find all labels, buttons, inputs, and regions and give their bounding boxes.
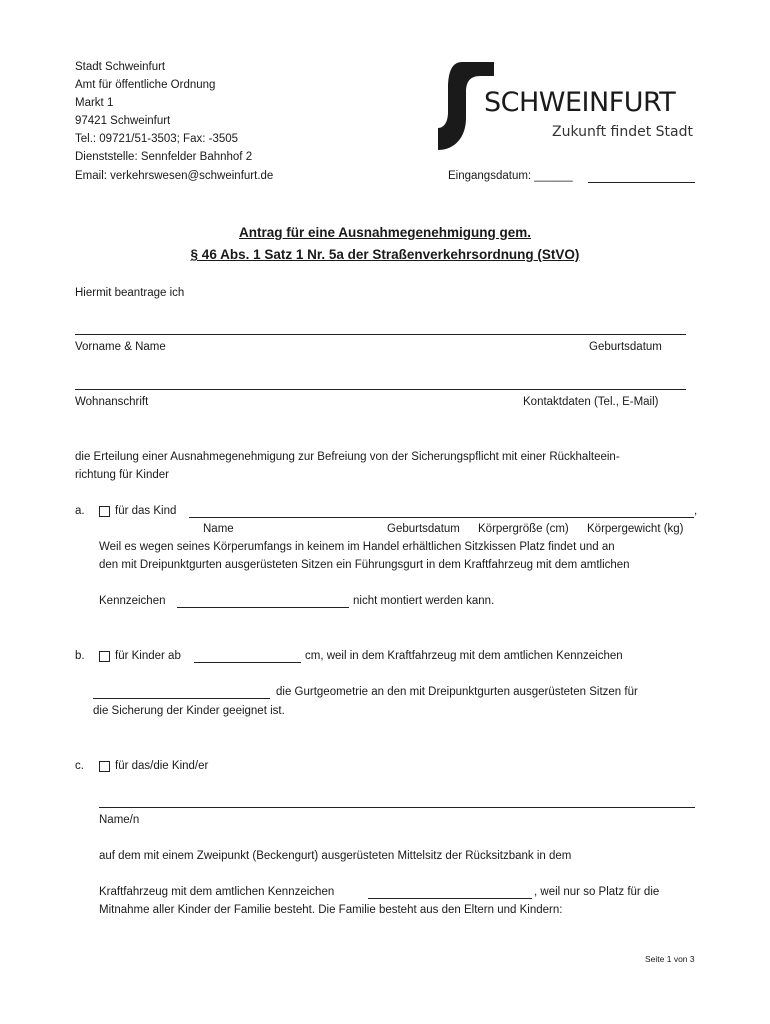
option-a-plate-label: Kennzeichen [99, 595, 166, 607]
option-a-marker: a. [75, 505, 85, 517]
option-a-col-weight: Körpergewicht (kg) [587, 523, 684, 535]
form-title-line1: Antrag für eine Ausnahmegenehmigung gem. [238, 225, 532, 240]
eingang-field[interactable] [588, 182, 695, 183]
option-c-text1: auf dem mit einem Zweipunkt (Beckengurt) ausgerüsteten Mittelsitz der Rücksitzbank in dem [99, 850, 572, 862]
option-a-text1: Weil es wegen seines Körperumfangs in keinem im Handel erhältlichen Sitzkissen Platz findet und an [99, 541, 615, 553]
eingang-label: Eingangsdatum: ______ [448, 170, 573, 182]
address-line: Dienststelle: Sennfelder Bahnhof 2 [75, 151, 253, 163]
address-line: Tel.: 09721/51-3503; Fax: -3505 [75, 133, 239, 145]
option-a-label: für das Kind [115, 505, 177, 517]
option-c-plate-field[interactable] [368, 898, 532, 899]
option-c-label: für das/die Kind/er [115, 760, 209, 772]
option-a-plate-suffix: nicht montiert werden kann. [353, 595, 495, 607]
intro-text: Hiermit beantrage ich [75, 287, 185, 299]
address-line: Email: verkehrswesen@schweinfurt.de [75, 170, 274, 182]
option-b-height-field[interactable] [194, 662, 301, 663]
birth-label: Geburtsdatum [589, 341, 662, 353]
option-a-comma: , [694, 505, 698, 517]
option-b-text2: die Sicherung der Kinder geeignet ist. [93, 705, 285, 717]
option-b-checkbox[interactable] [99, 651, 110, 662]
option-c-text3: Mitnahme aller Kinder der Familie besteht. Die Familie besteht aus den Eltern und Kindern: [99, 904, 563, 916]
option-a-col-size: Körpergröße (cm) [478, 523, 569, 535]
option-b-text1: die Gurtgeometrie an den mit Dreipunktgurten ausgerüsteten Sitzen für [276, 686, 638, 698]
option-b-label: für Kinder ab [115, 650, 181, 662]
page-number: Seite 1 von 3 [645, 954, 695, 964]
address-contact-field[interactable] [75, 389, 686, 390]
logo-tagline: Zukunft findet Stadt [552, 124, 693, 140]
option-c-name-label: Name/n [99, 814, 140, 826]
option-c-names-field[interactable] [99, 807, 695, 808]
address-line: 97421 Schweinfurt [75, 115, 171, 127]
contact-label: Kontaktdaten (Tel., E-Mail) [523, 396, 659, 408]
option-c-text2-prefix: Kraftfahrzeug mit dem amtlichen Kennzeichen [99, 886, 335, 898]
name-birth-field[interactable] [75, 334, 686, 335]
purpose-line2: richtung für Kinder [75, 469, 169, 481]
option-b-suffix: cm, weil in dem Kraftfahrzeug mit dem amtlichen Kennzeichen [305, 650, 623, 662]
option-a-child-field[interactable] [189, 517, 694, 518]
option-b-marker: b. [75, 650, 85, 662]
option-a-col-birth: Geburtsdatum [387, 523, 460, 535]
name-label: Vorname & Name [75, 341, 166, 353]
option-c-checkbox[interactable] [99, 761, 110, 772]
form-title-line2: § 46 Abs. 1 Satz 1 Nr. 5a der Straßenverkehrsordnung (StVO) [190, 247, 580, 262]
address-line: Amt für öffentliche Ordnung [75, 79, 216, 91]
purpose-line1: die Erteilung einer Ausnahmegenehmigung zur Befreiung von der Sicherungspflicht mit einer Rückhalteein- [75, 451, 620, 463]
option-a-checkbox[interactable] [99, 506, 110, 517]
option-b-plate-field[interactable] [93, 698, 270, 699]
logo-name: SCHWEINFURT [484, 87, 676, 118]
address-line: Markt 1 [75, 97, 114, 109]
option-a-text2: den mit Dreipunktgurten ausgerüsteten Sitzen ein Führungsgurt in dem Kraftfahrzeug mit dem amtlichen [99, 559, 630, 571]
option-c-marker: c. [75, 760, 84, 772]
option-a-col-name: Name [203, 523, 234, 535]
address-label: Wohnanschrift [75, 396, 149, 408]
option-a-plate-field[interactable] [177, 607, 349, 608]
address-line: Stadt Schweinfurt [75, 61, 166, 73]
option-c-text2-suffix: , weil nur so Platz für die [534, 886, 660, 898]
